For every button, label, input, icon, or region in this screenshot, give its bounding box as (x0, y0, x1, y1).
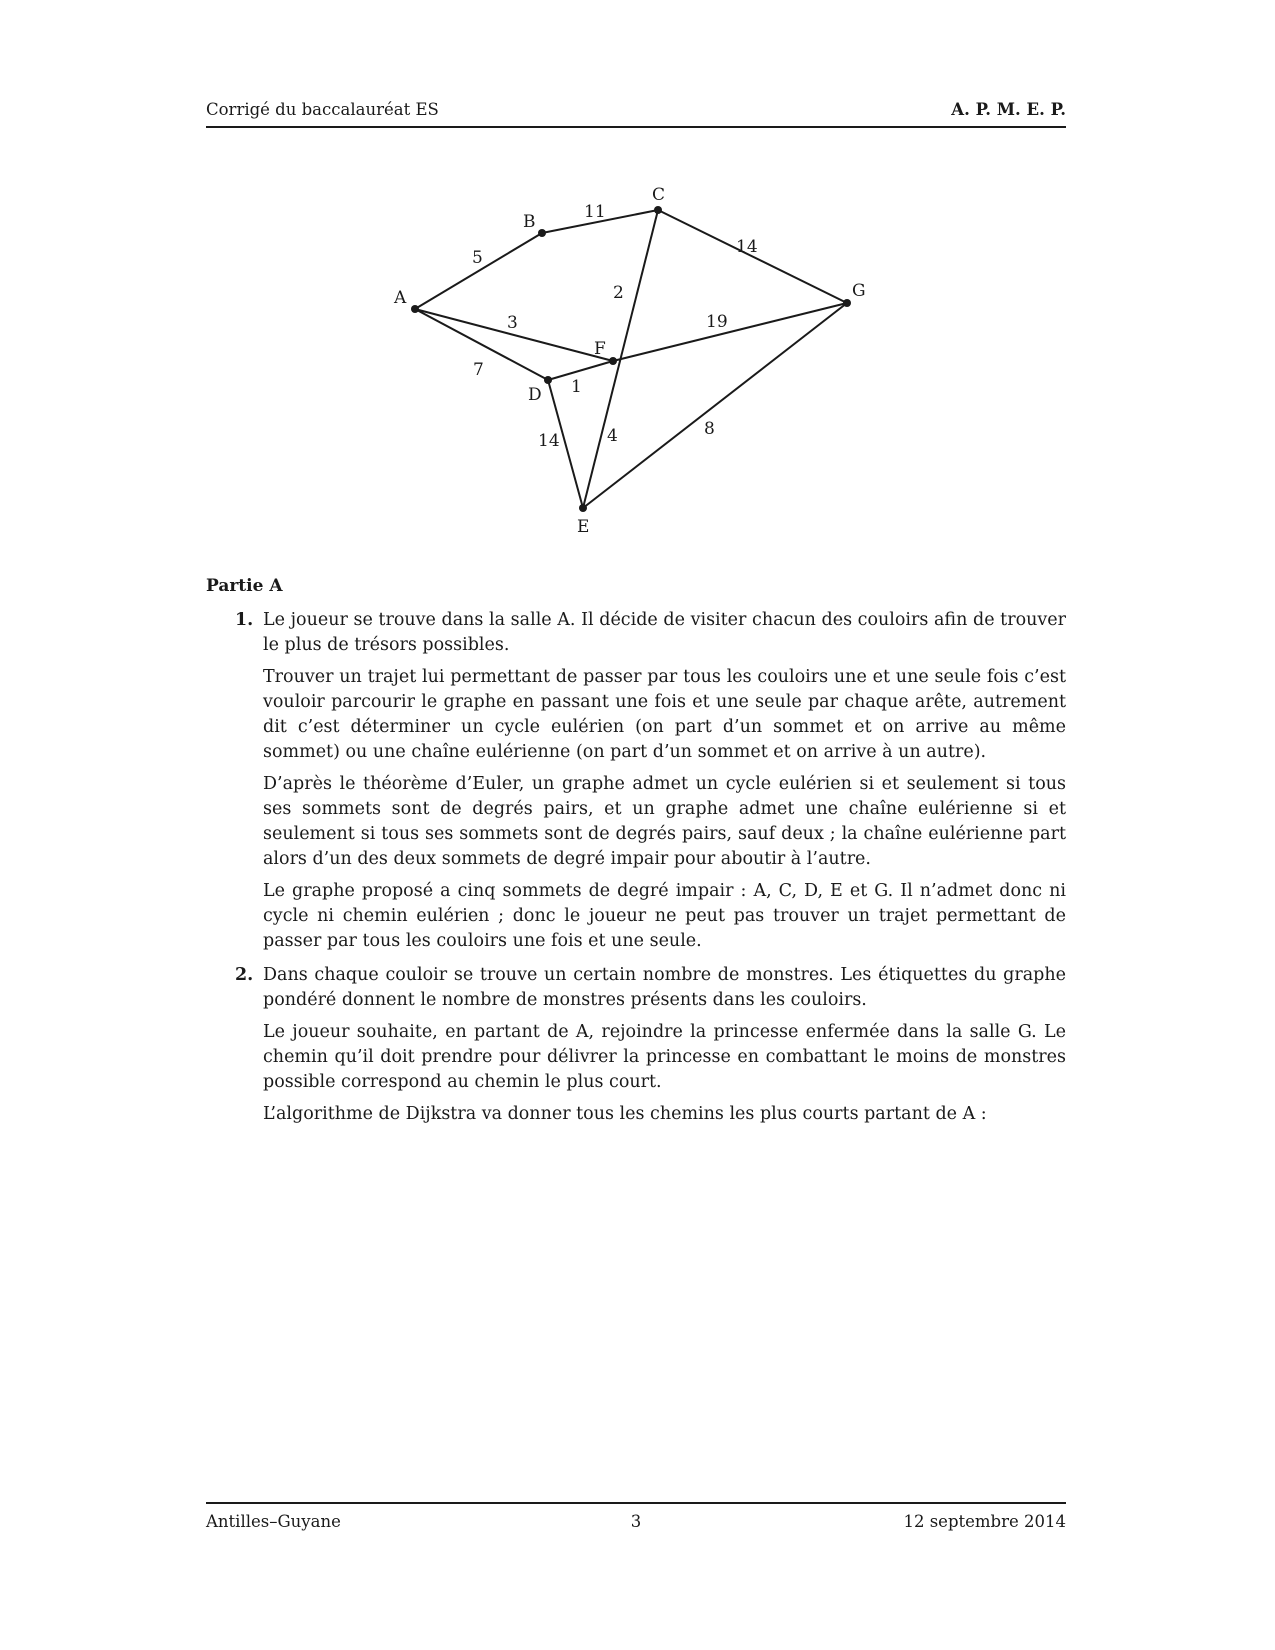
footer-date: 12 septembre 2014 (903, 1512, 1066, 1531)
paragraph: Le graphe proposé a cinq sommets de degré impair : A, C, D, E et G. Il n’admet donc ni cycle ni chemin eulérien ; donc le joueur ne peut pas trouver un trajet permettant de passer par tous les couloirs une fois et une seule. (263, 881, 1066, 951)
header-title: Corrigé du baccalauréat ES (206, 100, 439, 119)
weight-a-f: 3 (507, 313, 518, 333)
vertex-label-f: F (594, 339, 606, 359)
page-footer (206, 1502, 1066, 1534)
weight-a-b: 5 (472, 248, 483, 268)
paragraph: L’algorithme de Dijkstra va donner tous les chemins les plus courts partant de A : (263, 1104, 987, 1124)
weight-d-f: 1 (571, 377, 582, 397)
vertex-label-a: A (394, 288, 407, 308)
weight-b-c: 11 (584, 202, 606, 222)
weight-e-g: 8 (704, 419, 715, 439)
vertex-label-c: C (652, 185, 666, 205)
vertex-g-dot (843, 299, 851, 307)
paragraph: D’après le théorème d’Euler, un graphe admet un cycle eulérien si et seulement si tous ses sommets sont de degrés pairs, et un graphe admet une chaîne eulérienne si et seulement si tous ses sommets sont de degrés pairs, sauf deux ; la chaîne eulérienne part alors d’un des deux sommets de degré impair pour aboutir à l’autre. (263, 774, 1066, 869)
vertex-c-dot (654, 206, 662, 214)
edge-f-g (613, 303, 847, 361)
weight-a-d: 7 (473, 360, 484, 380)
item-number: 2. (235, 965, 254, 985)
footer-location: Antilles–Guyane (206, 1512, 341, 1531)
header-publisher: A. P. M. E. P. (951, 100, 1066, 119)
vertex-a-dot (411, 305, 419, 313)
vertex-label-d: D (528, 385, 542, 405)
weight-c-g: 14 (736, 237, 758, 257)
page-number: 3 (630, 1512, 642, 1531)
vertex-label-e: E (577, 517, 590, 537)
vertex-d-dot (544, 376, 552, 384)
weight-d-e: 14 (538, 431, 560, 451)
item-number: 1. (235, 610, 254, 630)
weight-c-e: 2 (613, 283, 624, 303)
weight-f-g: 19 (706, 312, 728, 332)
vertex-f-dot (609, 357, 617, 365)
list-item-2 (206, 963, 1066, 1127)
weight-f-e: 4 (607, 426, 618, 446)
edge-a-b (415, 233, 542, 309)
paragraph: Le joueur souhaite, en partant de A, rejoindre la princesse enfermée dans la salle G. Le chemin qu’il doit prendre pour délivrer la princesse en combattant le moins de monstres possible correspond au chemin le plus court. (263, 1022, 1066, 1092)
section-title: Partie A (206, 576, 283, 596)
paragraph: Trouver un trajet lui permettant de passer par tous les couloirs une et une seule fois c’est vouloir parcourir le graphe en passant une fois et une seule par chaque arête, autrement dit c’est déterminer un cycle eulérien (on part d’un sommet et on arrive au même sommet) ou une chaîne eulérienne (on part d’un sommet et on arrive à un autre). (263, 667, 1066, 762)
edge-e-g (583, 303, 847, 508)
vertex-label-g: G (852, 281, 866, 301)
weighted-graph (0, 0, 1275, 560)
vertex-label-b: B (523, 212, 536, 232)
list-item-1 (206, 608, 1066, 954)
vertex-e-dot (579, 504, 587, 512)
paragraph: Le joueur se trouve dans la salle A. Il décide de visiter chacun des couloirs afin de trouver le plus de trésors possibles. (263, 610, 1066, 655)
answer-list (206, 608, 1066, 1136)
vertex-b-dot (538, 229, 546, 237)
paragraph: Dans chaque couloir se trouve un certain nombre de monstres. Les étiquettes du graphe pondéré donnent le nombre de monstres présents dans les couloirs. (263, 965, 1066, 1010)
